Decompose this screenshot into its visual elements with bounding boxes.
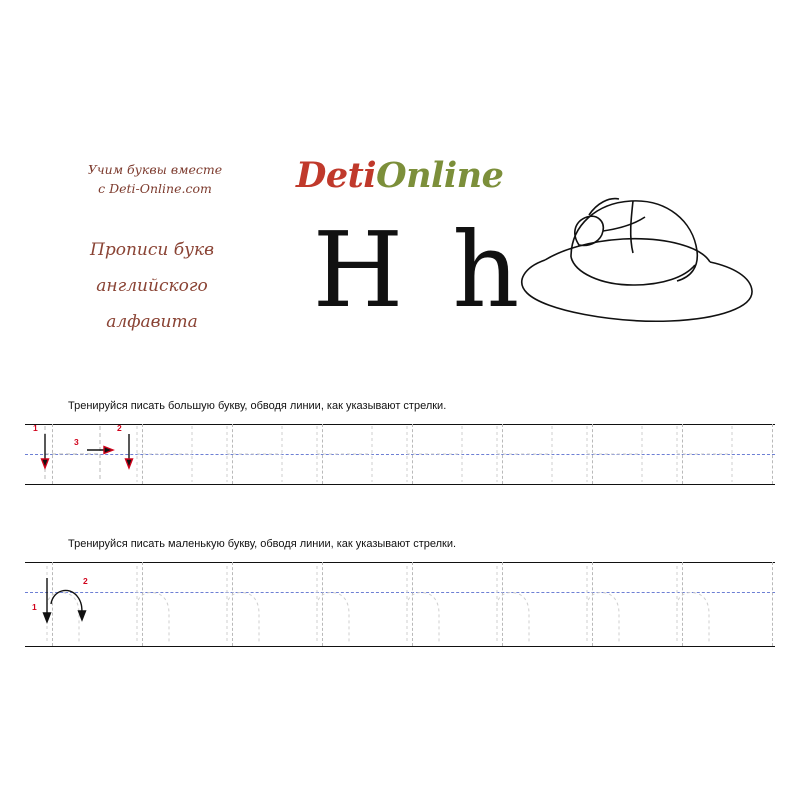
logo-online: Online [376, 155, 504, 196]
instruction-uppercase: Тренируйся писать большую букву, обводя линии, как указывают стрелки. [68, 400, 447, 412]
worksheet-header [0, 0, 800, 380]
stroke-number-1-uppercase: 1 [33, 423, 38, 433]
subtitle-line-3: алфавита [106, 312, 198, 332]
site-logo [296, 155, 503, 196]
worksheet-subtitle [52, 232, 252, 340]
instruction-lowercase: Тренируйся писать маленькую букву, обводя линии, как указывают стрелки. [68, 538, 457, 550]
site-tagline [60, 160, 250, 198]
ghost-letters-uppercase [25, 424, 775, 484]
subtitle-line-1: Прописи букв [90, 240, 214, 260]
hat-icon [505, 185, 765, 335]
subtitle-line-2: английского [96, 276, 208, 296]
bottom-rule-lowercase [25, 646, 775, 647]
letter-display: H h [312, 209, 528, 331]
stroke-arrows-lowercase [25, 560, 145, 646]
stroke-number-2-lowercase: 2 [83, 576, 88, 586]
stroke-number-3-uppercase: 3 [74, 437, 79, 447]
bottom-rule-uppercase [25, 484, 775, 485]
logo-deti: Deti [296, 155, 377, 196]
stroke-number-1-lowercase: 1 [32, 602, 37, 612]
stroke-number-2-uppercase: 2 [117, 423, 122, 433]
tagline-line-1: Учим буквы вместе [87, 162, 223, 177]
tagline-line-2: с Deti-Online.com [98, 181, 212, 196]
